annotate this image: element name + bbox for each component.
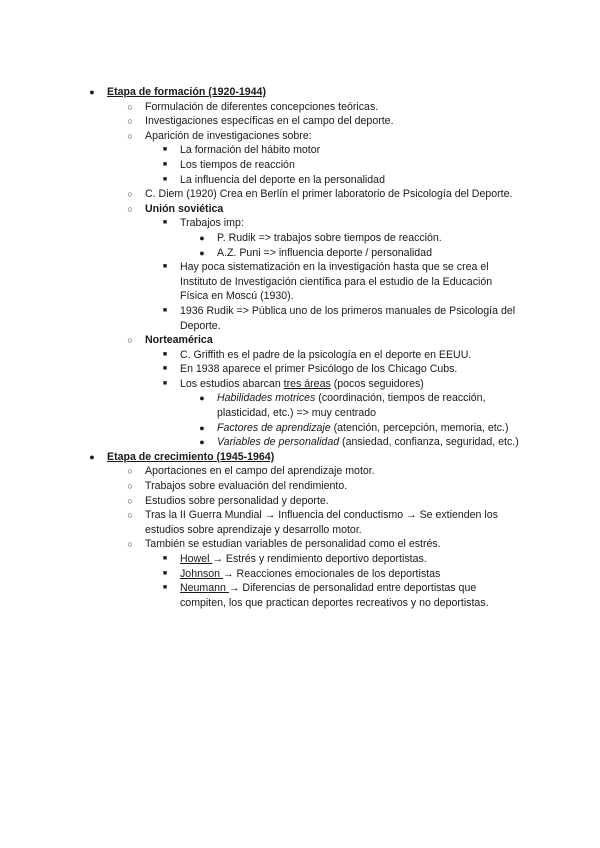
list-item-text: A.Z. Puni => influencia deporte / personalidad [217,246,432,259]
list-item [0,187,525,202]
section-heading-crecimiento [0,450,517,465]
area-name: Variables de personalidad [217,436,340,449]
author-name: Neumann [180,582,229,595]
list-item [0,100,525,115]
list-item [0,567,520,582]
list-item [0,435,527,450]
section-heading-formacion [0,85,517,100]
list-item [0,246,527,261]
list-item [0,421,527,436]
list-item-text: Investigaciones específicas en el campo del deporte. [145,115,394,128]
heading-text: Etapa de crecimiento (1945-1964) [107,450,275,463]
list-item [0,260,520,304]
list-item-text: Trabajos sobre evaluación del rendimiento. [145,480,348,493]
document-page [0,85,600,610]
list-item-text: Hay poca sistematización en la investigación hasta que se crea el Instituto de Investigación científica para el estudio de la Educación Física en Moscú (1930). [180,261,493,303]
list-item-text: La formación del hábito motor [180,144,321,157]
list-item [0,464,525,479]
list-item-text: En 1938 aparece el primer Psicólogo de los Chicago Cubs. [180,363,458,376]
bullet-square: ■ [162,160,168,168]
author-description: → Estrés y rendimiento deportivo deportistas. [212,553,427,565]
bullet-square: ■ [162,379,168,387]
bullet-filled-circle: ● [199,232,205,243]
bullet-hollow-circle: ○ [127,466,133,477]
bullet-square: ■ [162,555,168,562]
bullet-square: ■ [162,306,168,314]
bullet-square: ■ [162,146,168,154]
subheading-union-sovietica [0,202,525,217]
bullet-hollow-circle: ○ [127,510,133,521]
list-item-text: 1936 Rudik => Pública uno de los primeros manuales de Psicología del Deporte. [180,304,516,332]
list-item-text: P. Rudik => trabajos sobre tiempos de reacción. [217,231,442,244]
list-item-text: Estudios sobre personalidad y deporte. [145,494,329,507]
list-item-text: Formulación de diferentes concepciones teóricas. [145,100,379,113]
list-item-text: Aparición de investigaciones sobre: [145,129,312,142]
bullet-square: ■ [162,584,168,592]
list-item [0,143,520,158]
list-item-text-suffix: (pocos seguidores) [330,377,424,390]
bullet-hollow-circle: ○ [127,539,133,550]
author-name: Howel [180,553,213,565]
bullet-square: ■ [162,569,168,577]
list-item [0,581,520,610]
bullet-square: ■ [162,365,168,373]
list-item [0,479,525,494]
list-item-text: Trabajos imp: [180,217,244,230]
list-item-text-prefix: Los estudios abarcan [180,377,284,390]
list-item [0,304,520,333]
bullet-square: ■ [162,263,168,271]
list-item [0,114,525,129]
list-item [0,508,525,537]
list-item-text: Aportaciones en el campo del aprendizaje motor. [145,465,375,478]
list-item-text: Tras la II Guerra Mundial → Influencia del conductismo → Se extienden los estudios sobre aprendizaje y desarrollo motor. [145,509,498,536]
bullet-hollow-circle: ○ [127,335,133,346]
list-item [0,231,527,246]
list-item [0,377,520,392]
bullet-filled-circle: ● [89,87,95,97]
bullet-filled-circle: ● [199,393,205,404]
bullet-filled-circle: ● [199,437,205,448]
area-description: (ansiedad, confianza, seguridad, etc.) [339,436,519,449]
bullet-hollow-circle: ○ [127,130,133,141]
list-item [0,494,525,509]
list-item-text: C. Diem (1920) Crea en Berlín el primer laboratorio de Psicología del Deporte. [145,188,513,201]
list-item [0,158,520,173]
list-item-text-underlined: tres áreas [283,377,331,390]
area-name: Habilidades motrices [217,392,316,405]
list-item [0,173,520,188]
bullet-hollow-circle: ○ [127,116,133,127]
list-item [0,552,520,567]
bullet-square: ■ [162,219,168,227]
area-description: (coordinación, tiempos de reacción, plasticidad, etc.) => muy centrado [217,392,486,420]
list-item-text: También se estudian variables de personalidad como el estrés. [145,538,441,551]
bullet-hollow-circle: ○ [127,189,133,200]
subheading-norteamerica [0,333,525,348]
bullet-hollow-circle: ○ [127,203,133,214]
area-description: (atención, percepción, memoria, etc.) [330,421,509,434]
subheading-text: Norteamérica [145,334,213,347]
bullet-hollow-circle: ○ [127,481,133,492]
list-item [0,537,525,552]
bullet-hollow-circle: ○ [127,495,133,506]
area-name: Factores de aprendizaje [217,421,331,434]
bullet-square: ■ [162,175,168,183]
list-item [0,362,520,377]
author-name: Johnson [180,567,223,580]
bullet-filled-circle: ● [89,451,95,462]
subheading-text: Unión soviética [145,202,224,215]
bullet-filled-circle: ● [199,247,205,258]
bullet-hollow-circle: ○ [127,101,133,112]
bullet-filled-circle: ● [199,422,205,433]
author-description: → Diferencias de personalidad entre deportistas que compiten, los que practican deportes recreativos y no deportistas. [180,582,489,609]
list-item [0,348,520,363]
list-item-text: Los tiempos de reacción [180,158,295,171]
list-item [0,216,520,231]
bullet-square: ■ [162,350,168,358]
list-item [0,129,525,144]
list-item [0,391,527,420]
list-item-text: C. Griffith es el padre de la psicología en el deporte en EEUU. [180,348,472,361]
heading-text: Etapa de formación (1920-1944) [107,86,266,98]
list-item-text: La influencia del deporte en la personalidad [180,173,385,186]
author-description: → Reacciones emocionales de los deportistas [223,567,441,580]
